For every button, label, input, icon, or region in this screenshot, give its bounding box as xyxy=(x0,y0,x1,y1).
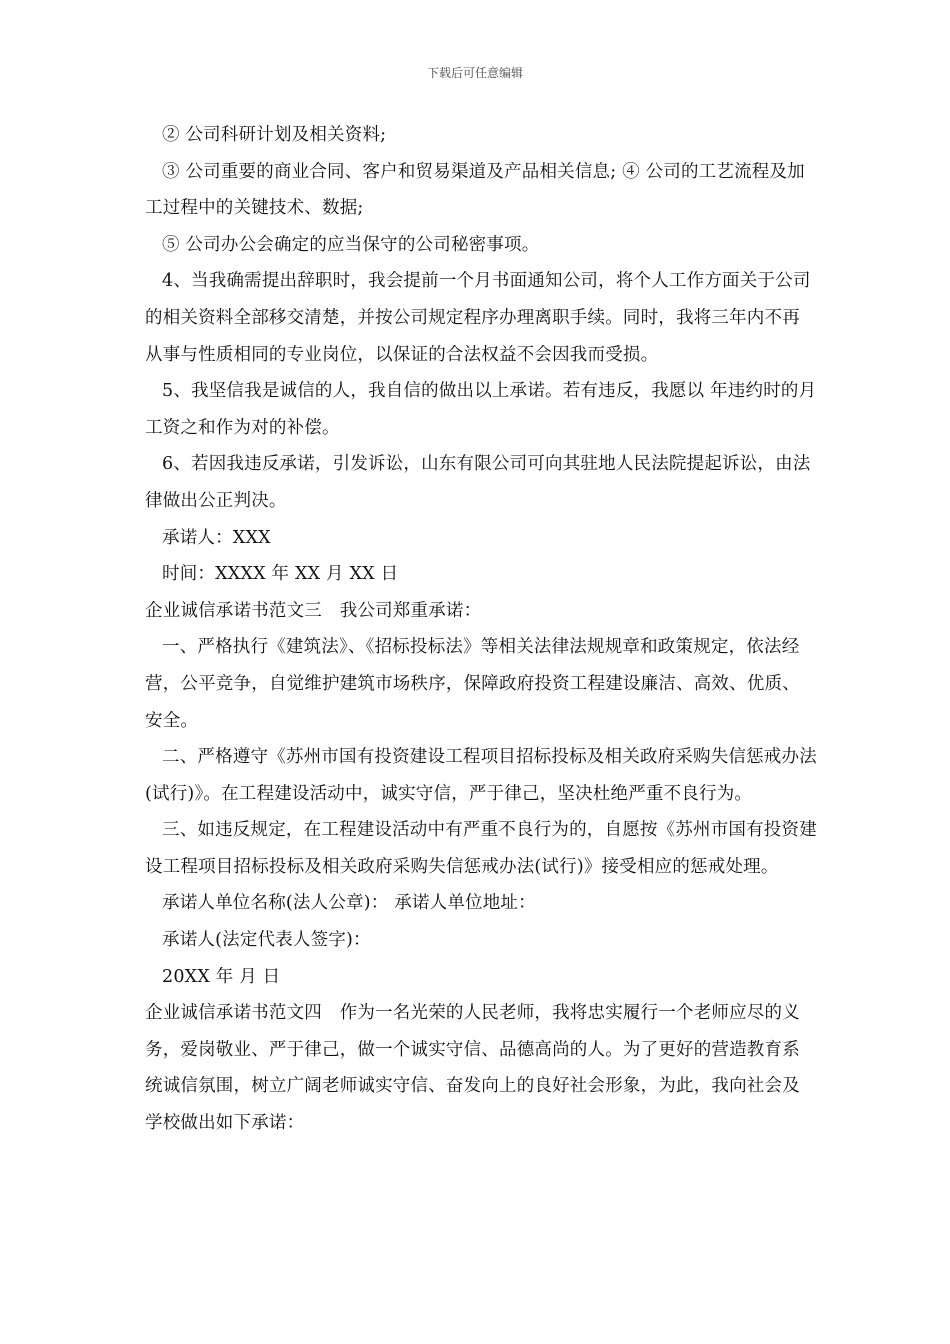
page-header: 下载后可任意编辑 xyxy=(426,66,523,80)
date-line: 时间：XXXX 年 XX 月 XX 日 xyxy=(162,564,399,585)
section-three-heading: 企业诚信承诺书范文三 我公司郑重承诺： xyxy=(145,600,482,621)
paragraph-item-2: ② 公司科研计划及相关资料; xyxy=(162,125,387,145)
legal-representative-line: 承诺人(法定代表人签字)： xyxy=(162,930,371,951)
paragraph-item-3-4: ③ 公司重要的商业合同、客户和贸易渠道及产品相关信息; ④ 公司的工艺流程及加工过程中的关键技术、数据; xyxy=(145,161,805,219)
paragraph-clause-6: 6、若因我违反承诺，引发诉讼，山东有限公司可向其驻地人民法院提起诉讼，由法律做出公正判决。 xyxy=(145,454,811,511)
paragraph-point-1: 一、严格执行《建筑法》、《招标投标法》等相关法律法规规章和政策规定，依法经营，公平竞争，自觉维护建筑市场秩序，保障政府投资工程建设廉洁、高效、优质、安全。 xyxy=(145,637,800,731)
signatory-line: 承诺人：XXX xyxy=(162,527,271,548)
paragraph-point-3: 三、如违反规定，在工程建设活动中有严重不良行为的，自愿按《苏州市国有投资建设工程项目招标投标及相关政府采购失信惩戒办法(试行)》接受相应的惩戒处理。 xyxy=(145,820,817,877)
document-body xyxy=(145,117,817,1142)
paragraph-clause-5: 5、我坚信我是诚信的人，我自信的做出以上承诺。若有违反，我愿以 年违约时的月工资之和作为对的补偿。 xyxy=(145,381,817,438)
paragraph-clause-4: 4、当我确需提出辞职时，我会提前一个月书面通知公司，将个人工作方面关于公司的相关资料全部移交清楚，并按公司规定程序办理离职手续。同时，我将三年内不再从事与性质相同的专业岗位，以保证的合法权益不会因我而受损。 xyxy=(145,271,811,365)
year-date-line: 20XX 年 月 日 xyxy=(162,966,281,987)
section-four-paragraph: 企业诚信承诺书范文四 作为一名光荣的人民老师，我将忠实履行一个老师应尽的义务，爱岗敬业、严于律己，做一个诚实守信、品德高尚的人。为了更好的营造教育系统诚信氛围，树立广阔老师诚实守信、奋发向上的良好社会形象，为此，我向社会及学校做出如下承诺： xyxy=(145,1003,800,1134)
paragraph-item-5: ⑤ 公司办公会确定的应当保守的公司秘密事项。 xyxy=(162,234,540,255)
paragraph-point-2: 二、严格遵守《苏州市国有投资建设工程项目招标投标及相关政府采购失信惩戒办法(试行)》。在工程建设活动中，诚实守信，严于律己，坚决杜绝严重不良行为。 xyxy=(145,747,817,804)
company-name-address-line: 承诺人单位名称(法人公章)： 承诺人单位地址： xyxy=(162,893,536,914)
